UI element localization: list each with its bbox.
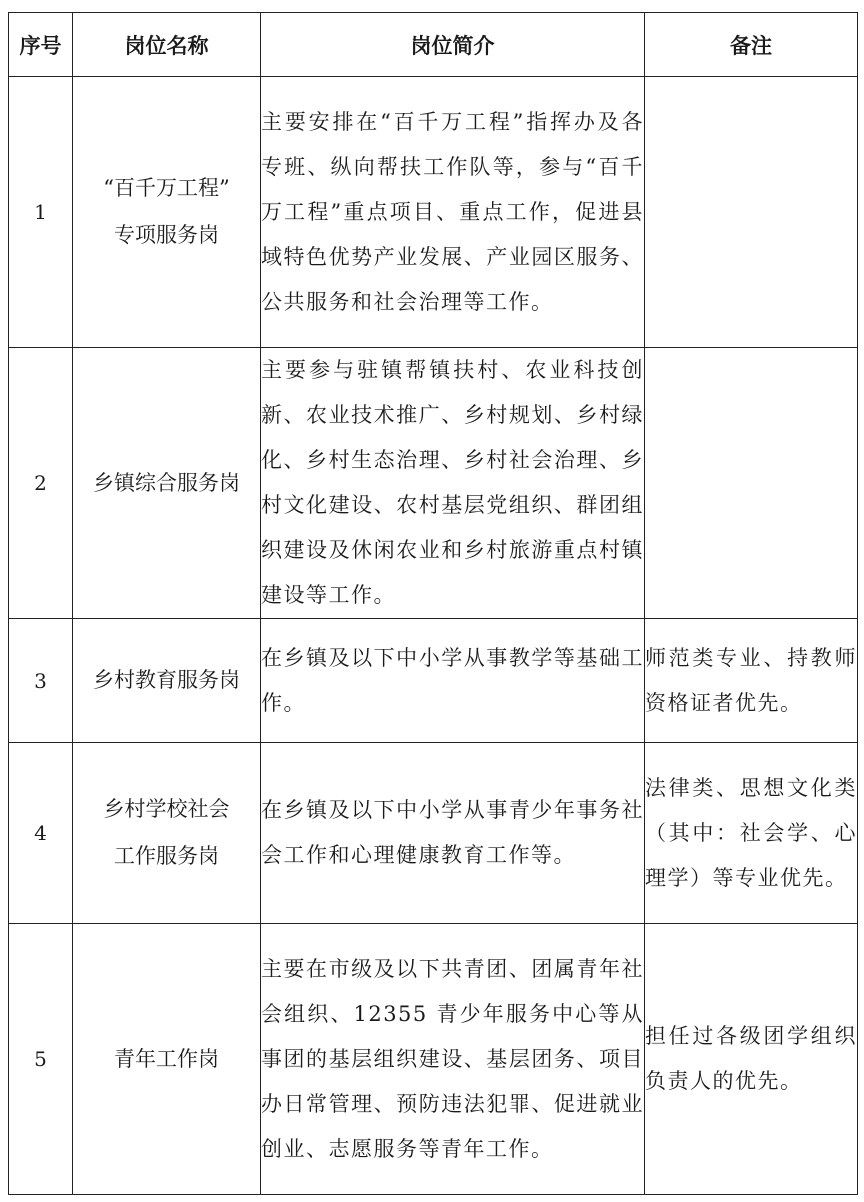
row-position-description: 主要安排在“百千万工程”指挥办及各专班、纵向帮扶工作队等，参与“百千万工程”重点项目、重点工作，促进县域特色优势产业发展、产业园区服务、公共服务和社会治理等工作。 <box>261 77 645 348</box>
row-serial-number: 5 <box>9 924 73 1195</box>
table-header-row <box>9 13 858 77</box>
table-row <box>9 619 858 743</box>
position-name-line: 工作服务岗 <box>114 844 219 868</box>
row-serial-number: 4 <box>9 743 73 924</box>
row-serial-number: 2 <box>9 348 73 619</box>
row-serial-number: 1 <box>9 77 73 348</box>
header-serial-number: 序号 <box>9 13 73 77</box>
position-name-line: “百千万工程” <box>103 176 230 200</box>
row-position-description: 主要参与驻镇帮镇扶村、农业科技创新、农业技术推广、乡村规划、乡村绿化、乡村生态治理、乡村社会治理、乡村文化建设、农村基层党组织、群团组织建设及休闲农业和乡村旅游重点村镇建设等工作。 <box>261 348 645 619</box>
table-row <box>9 924 858 1195</box>
table-row <box>9 77 858 348</box>
row-remarks: 师范类专业、持教师资格证者优先。 <box>645 619 858 743</box>
position-name-line: 乡村教育服务岗 <box>93 668 240 692</box>
row-position-description: 在乡镇及以下中小学从事教学等基础工作。 <box>261 619 645 743</box>
position-name-line: 专项服务岗 <box>114 223 219 247</box>
row-position-name <box>73 619 261 743</box>
row-remarks <box>645 77 858 348</box>
row-position-description: 在乡镇及以下中小学从事青少年事务社会工作和心理健康教育工作等。 <box>261 743 645 924</box>
row-position-name <box>73 348 261 619</box>
row-remarks: 法律类、思想文化类（其中：社会学、心理学）等专业优先。 <box>645 743 858 924</box>
position-name-line: 乡镇综合服务岗 <box>93 470 240 495</box>
table-row <box>9 348 858 619</box>
job-positions-table <box>8 12 858 1195</box>
row-remarks <box>645 348 858 619</box>
row-serial-number: 3 <box>9 619 73 743</box>
row-remarks: 担任过各级团学组织负责人的优先。 <box>645 924 858 1195</box>
header-position-description: 岗位简介 <box>261 13 645 77</box>
row-position-name <box>73 924 261 1195</box>
row-position-name <box>73 743 261 924</box>
position-name-line: 青年工作岗 <box>114 1046 219 1071</box>
header-remarks: 备注 <box>645 13 858 77</box>
table-row <box>9 743 858 924</box>
header-position-name: 岗位名称 <box>73 13 261 77</box>
row-position-description: 主要在市级及以下共青团、团属青年社会组织、12355 青少年服务中心等从事团的基层组织建设、基层团务、项目办日常管理、预防违法犯罪、促进就业创业、志愿服务等青年工作。 <box>261 924 645 1195</box>
position-name-line: 乡村学校社会 <box>103 797 230 821</box>
row-position-name <box>73 77 261 348</box>
